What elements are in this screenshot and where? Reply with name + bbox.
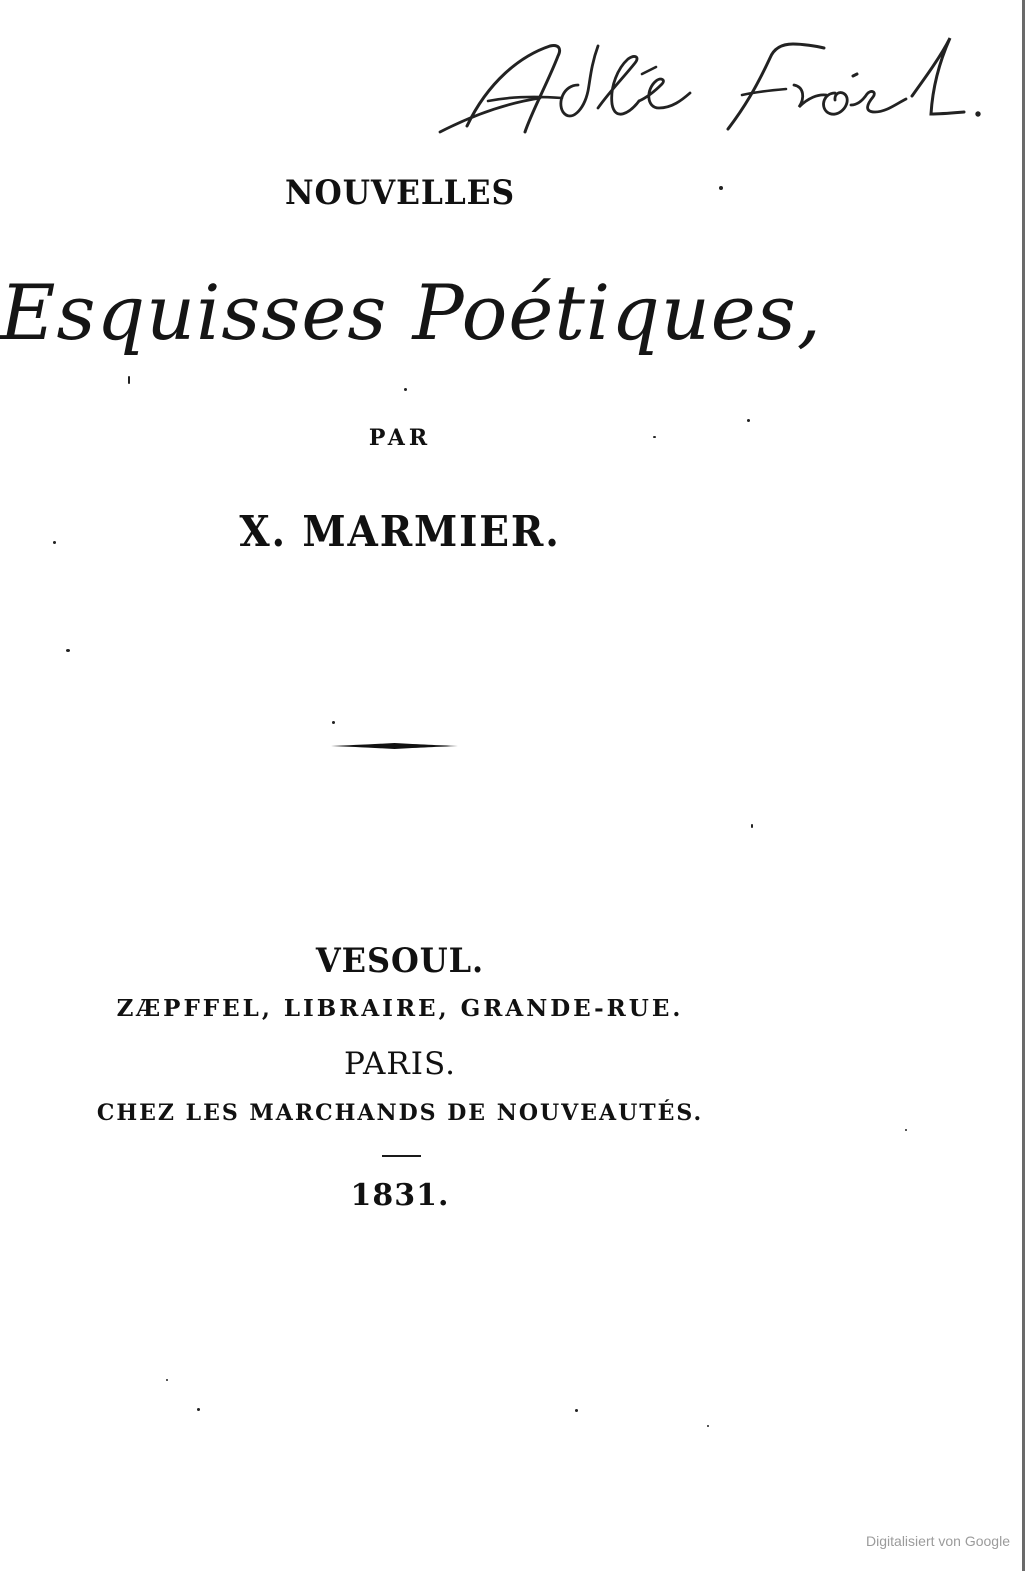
speck (575, 1409, 578, 1412)
speck (719, 186, 723, 190)
author-name: X. MARMIER. (239, 507, 561, 556)
speck (128, 376, 130, 384)
speck (197, 1408, 200, 1411)
short-rule (382, 1155, 421, 1157)
by-label: PAR (368, 425, 432, 451)
publication-year: 1831. (350, 1178, 450, 1213)
title-line-1: NOUVELLES (285, 173, 515, 213)
seller-line: CHEZ LES MARCHANDS DE NOUVEAUTÉS. (96, 1100, 704, 1126)
signature-svg (430, 28, 990, 148)
publisher-line: ZÆPFFEL, LIBRAIRE, GRANDE-RUE. (116, 995, 684, 1022)
digitization-footer: Digitalisiert von Google (866, 1533, 1010, 1549)
speck (747, 419, 750, 422)
speck (53, 541, 56, 544)
speck (707, 1425, 709, 1427)
handwritten-signature (430, 28, 990, 148)
title-line-2: Esquisses Poétiques, (0, 268, 822, 357)
speck (751, 824, 753, 828)
decorative-rule (331, 742, 458, 750)
speck (653, 436, 656, 438)
speck (404, 388, 407, 391)
publication-city-1: VESOUL. (315, 941, 485, 981)
speck (332, 721, 335, 724)
speck (66, 649, 70, 652)
speck (905, 1129, 907, 1131)
speck (166, 1379, 168, 1381)
publication-city-2: PARIS. (344, 1046, 456, 1082)
